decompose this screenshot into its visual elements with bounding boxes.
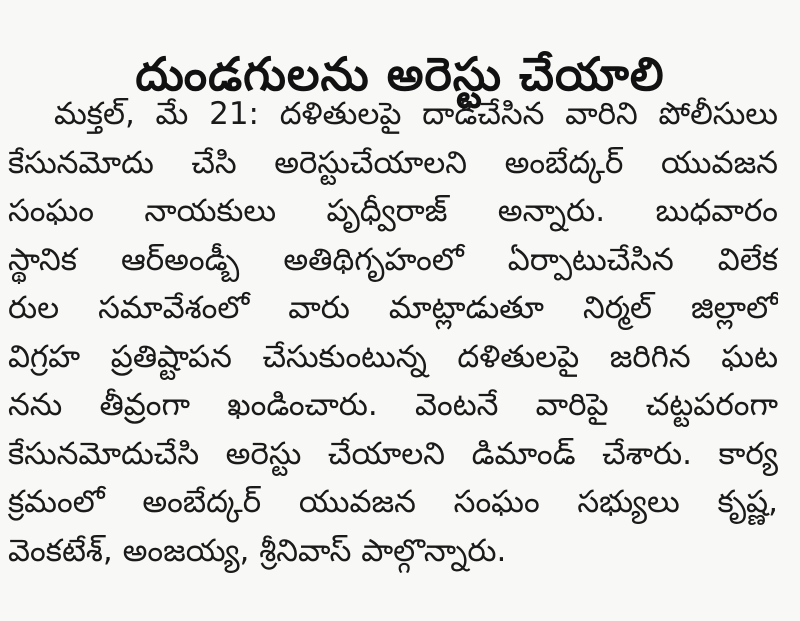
article-line: క్రమంలో అంబేద్కర్ యువజన సంఘం సభ్యులు కృష్ణ,	[8, 484, 778, 520]
article-line: నను తీవ్రంగా ఖండించారు. వెంటనే వారిపై చట్టపరంగా	[8, 387, 778, 423]
article-line: కేసునమోదు చేసి అరెస్టుచేయాలని అంబేద్కర్ యువజన	[8, 144, 778, 181]
article-line: విగ్రహ ప్రతిష్టాపన చేసుకుంటున్న దళితులపై జరిగిన ఘట	[8, 338, 778, 375]
article-body	[8, 90, 778, 575]
article-line: సంఘం నాయకులు పృధ్వీరాజ్ అన్నారు. బుధవారం	[8, 193, 778, 229]
article-line: కేసునమోదుచేసి అరెస్టు చేయాలని డిమాండ్ చేశారు. కార్య	[8, 435, 778, 472]
article-line: స్థానిక ఆర్అండ్బీ అతిథిగృహంలో ఏర్పాటుచేసిన విలేక	[8, 241, 778, 278]
headline: దుండగులను అరెస్టు చేయాలి	[135, 46, 665, 101]
article-line: మక్తల్, మే 21: దళితులపై దాడిచేసిన వారిని పోలీసులు	[54, 96, 778, 132]
article-line: రుల సమావేశంలో వారు మాట్లాడుతూ నిర్మల్ జిల్లాలో	[8, 290, 778, 326]
article-line: వెంకటేశ్, అంజయ్య, శ్రీనివాస్ పాల్గొన్నారు.	[8, 532, 507, 569]
